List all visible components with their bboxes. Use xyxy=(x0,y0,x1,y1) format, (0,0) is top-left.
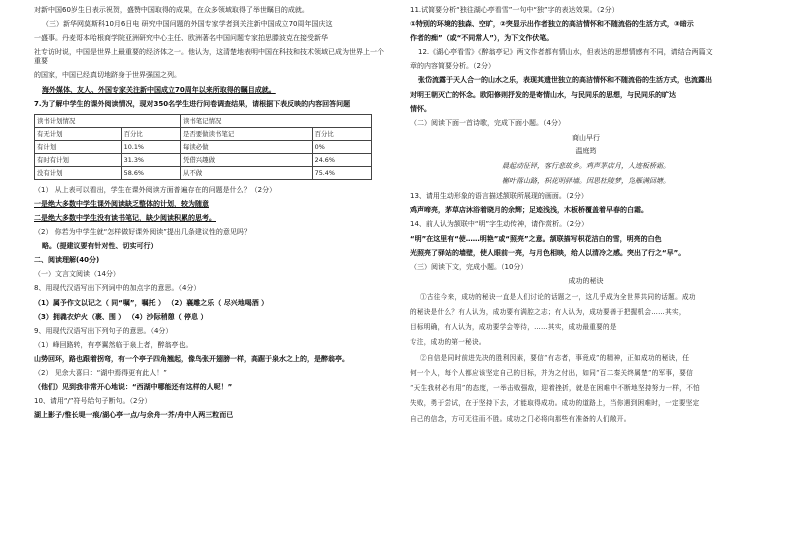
essay-title: 成功的秘诀 xyxy=(568,276,604,285)
text-line: 一盛事。丹麦哥本哈根商学院亚洲研究中心主任、欧洲著名中国问题专家拍思滕波克在接受新华 xyxy=(34,34,328,43)
essay-line: 目标明确，有人认为，成功要学会等待，……其实，成功最重要的是 xyxy=(410,323,617,332)
question-13: 13、请用生动形象的语言描述颔联所展现的画面。（2分） xyxy=(410,192,588,201)
table-header-row xyxy=(35,114,372,127)
question-8: 8、用现代汉语写出下列词中的加点字的意思。（4分） xyxy=(34,284,201,293)
answer-line: 作者的痴”（或“不同常人”），为下文作伏笔。 xyxy=(410,34,554,43)
essay-line: ①古往今来，成功的秘诀一直是人们讨论的话题之一，这几乎成为全世界共同的话题。成功 xyxy=(420,292,696,301)
table-row xyxy=(35,166,372,179)
question-14: 14、前人认为颔联中“明”字生动传神，请作赏析。（2分） xyxy=(410,220,589,229)
question-11: 11.试简要分析“独往湖心亭看雪”一句中“独”字的表达效果。（2分） xyxy=(410,6,619,14)
answer-line: 山势回环，路也跟着拐弯，有一个亭子四角翘起，像鸟张开翅膀一样，高踞于泉水之上的，是醉翁亭。 xyxy=(34,354,349,363)
poem-line: 晨起动征铎，客行悲故乡。鸡声茅店月，人迹板桥霜。 xyxy=(502,162,670,171)
essay-line: “天生我材必有用”的态度，一举击败强敌，迎着挫折，就是在困难中不断地坚持努力一样，不怕 xyxy=(410,384,700,393)
poem-line: 槲叶落山路，枳花明驿墙。因思杜陵梦，凫雁满回塘。 xyxy=(502,177,670,186)
table-cell: 百分比 xyxy=(312,127,371,140)
table-cell: 没有计划 xyxy=(35,166,122,179)
question-12: 12.《湖心亭看雪》《醉翁亭记》两文作者都有情山水，但表达的思想情感有不同，请结合两篇文 xyxy=(418,48,713,57)
reading-survey-table xyxy=(34,114,372,180)
essay-line: 失败，勇于尝试，在于坚持下去，才能取得成功。成功的道路上，当你遇到困难时，一定要坚定 xyxy=(410,399,700,408)
subsection-heading: （一）文言文阅读（14分） xyxy=(34,270,120,279)
question-7-2: （2） 你若为中学生就“怎样做好课外阅读”提出几条建议性的意见吗？ xyxy=(34,228,251,237)
answer-line: “明”在这里有“使……明艳”或“照亮”之意。颔联描写枳花洁白的雪，明亮的白色 xyxy=(410,234,662,243)
table-cell: 凭借兴趣做 xyxy=(181,153,313,166)
question-8-items: （3）拥毳衣炉火（裹、围 ） （4）沙际稍憩（ 停息 ） xyxy=(34,312,208,321)
table-cell: 0% xyxy=(312,140,371,153)
table-cell: 有计划 xyxy=(35,140,122,153)
answer-line: 略。（提建议要有针对性、切实可行） xyxy=(42,242,158,251)
subsection-heading: （三）阅读下文，完成小题。（10分） xyxy=(410,262,528,271)
question-9-1: （1）峰回路转，有亭翼然临于泉上者，醉翁亭也。 xyxy=(34,340,193,349)
table-cell: 24.6% xyxy=(312,153,371,166)
answer-line: 海外媒体、友人、外国专家关注新中国成立70周年以来所取得的瞩目成就。 xyxy=(42,85,276,94)
table-cell: 31.3% xyxy=(121,153,180,166)
table-row xyxy=(35,153,372,166)
answer-line: 二是绝大多数中学生没有读书笔记，缺少阅读积累的思考。 xyxy=(34,213,216,222)
question-8-items: （1）属予作文以记之（ 同“嘱”，嘱托 ） （2）襄雕之乐（ 尽兴地喝酒 ） xyxy=(34,298,269,307)
text-line: 对新中国60岁生日表示祝贺，盛赞中国取得的成果，在众多领域取得了举世瞩目的成就。 xyxy=(34,6,309,14)
poem-title: 商山早行 xyxy=(572,133,600,142)
subsection-heading: （二）阅读下面一首诗歌，完成下面小题。（4分） xyxy=(410,118,565,127)
table-cell: 有时有计划 xyxy=(35,153,122,166)
table-cell: 75.4% xyxy=(312,166,371,179)
table-cell: 是否要做读书笔记 xyxy=(181,127,313,140)
essay-line: 专注，成功的第一秘诀。 xyxy=(410,338,486,347)
essay-line: 何一个人，每个人都应该坚定自己的目标，并为之付出，如同“百二秦关终属楚”的军事，要信 xyxy=(410,368,694,377)
left-column xyxy=(34,6,384,425)
answer-line: 鸡声啼亮，茅草店沐浴着晓月的余辉；足迹浅浅，木板桥覆盖着早春的白霜。 xyxy=(410,206,648,215)
answer-line: ①特别的环境的独森、空旷，②突显示出作者独立的高洁情怀和不随流俗的生活方式，③暗示 xyxy=(410,20,694,29)
right-column xyxy=(410,6,762,429)
answer-line: 湖上影子/惟长堤一痕/湖心亭一点/与余舟一芥/舟中人两三粒而已 xyxy=(34,411,234,420)
question-12-cont: 章的内容简要分析。（2分） xyxy=(410,62,495,71)
answer-line: 对明王朝灭亡的怀念。欧阳修则抒发的是寄情山水，与民同乐的思想，与民同乐的旷达 xyxy=(410,90,676,99)
answer-line: 一是绝大多数中学生课外阅读缺乏整体的计划，较为随意 xyxy=(34,199,209,208)
text-line: （三）新华网莫斯科10月6日电 研究中国问题的外国专家学者到关注新中国成立70周年国庆这 xyxy=(42,20,333,29)
question-10: 10、请用“/”符号给句子断句。（2分） xyxy=(34,397,152,406)
table-row xyxy=(35,140,372,153)
answer-line: 情怀。 xyxy=(410,104,431,113)
text-line: 的国家，中国已经真切地跻身于世界强国之列。 xyxy=(34,71,181,80)
poem-author: 温庭筠 xyxy=(575,146,597,155)
question-7-1: （1） 从上表可以看出，学生在课外阅读方面普遍存在的问题是什么？（2分） xyxy=(34,185,277,194)
essay-line: 的秘诀是什么？有人认为，成功要有满腔之志；有人认为，成功要善于把握机会……其实， xyxy=(410,308,686,317)
table-cell: 百分比 xyxy=(121,127,180,140)
answer-line: 光照亮了驿站的墙壁，使人眼前一亮，与月色相映，给人以清冷之感。突出了行之“早”。 xyxy=(410,248,686,257)
table-row xyxy=(35,127,372,140)
question-7: 7.为了解中学生的课外阅读情况，现对350名学生进行问卷调查结果，请根据下表反映的内容回答问题 xyxy=(34,99,351,108)
essay-line: 自己的信念，方可无往而不胜。成功之门必将向那些有准备的人们敞开。 xyxy=(410,414,631,423)
table-cell: 10.1% xyxy=(121,140,180,153)
table-cell: 有无计划 xyxy=(35,127,122,140)
table-header-cell: 读书计划情况 xyxy=(35,114,181,127)
answer-line: 张岱流露于天人合一的山水之乐，表现其遗世独立的高洁情怀和不随流俗的生活方式，也流露出 xyxy=(418,76,712,85)
table-header-cell: 读书笔记情况 xyxy=(181,114,372,127)
table-cell: 从不做 xyxy=(181,166,313,179)
question-9: 9、用现代汉语写出下列句子的意思。（4分） xyxy=(34,326,173,335)
essay-line: ②自信是同时前进先决的胜利因素，要信“有志者，事竟成”的精神，正如成功的秘诀，任 xyxy=(420,353,690,362)
section-heading: 二、阅读理解(40分) xyxy=(34,256,100,265)
question-9-2: （2） 见余大喜曰：“湖中焉得更有此人！” xyxy=(34,368,167,377)
table-cell: 58.6% xyxy=(121,166,180,179)
table-cell: 每读必做 xyxy=(181,140,313,153)
text-line: 社专访时说，中国是世界上最重要的经济体之一。他认为，这清楚地表明中国在科技和技术领域已成为世界上一个重要 xyxy=(34,48,384,66)
answer-line: （他们）见到我非常开心地说：“西湖中哪能还有这样的人呢！” xyxy=(34,383,233,392)
